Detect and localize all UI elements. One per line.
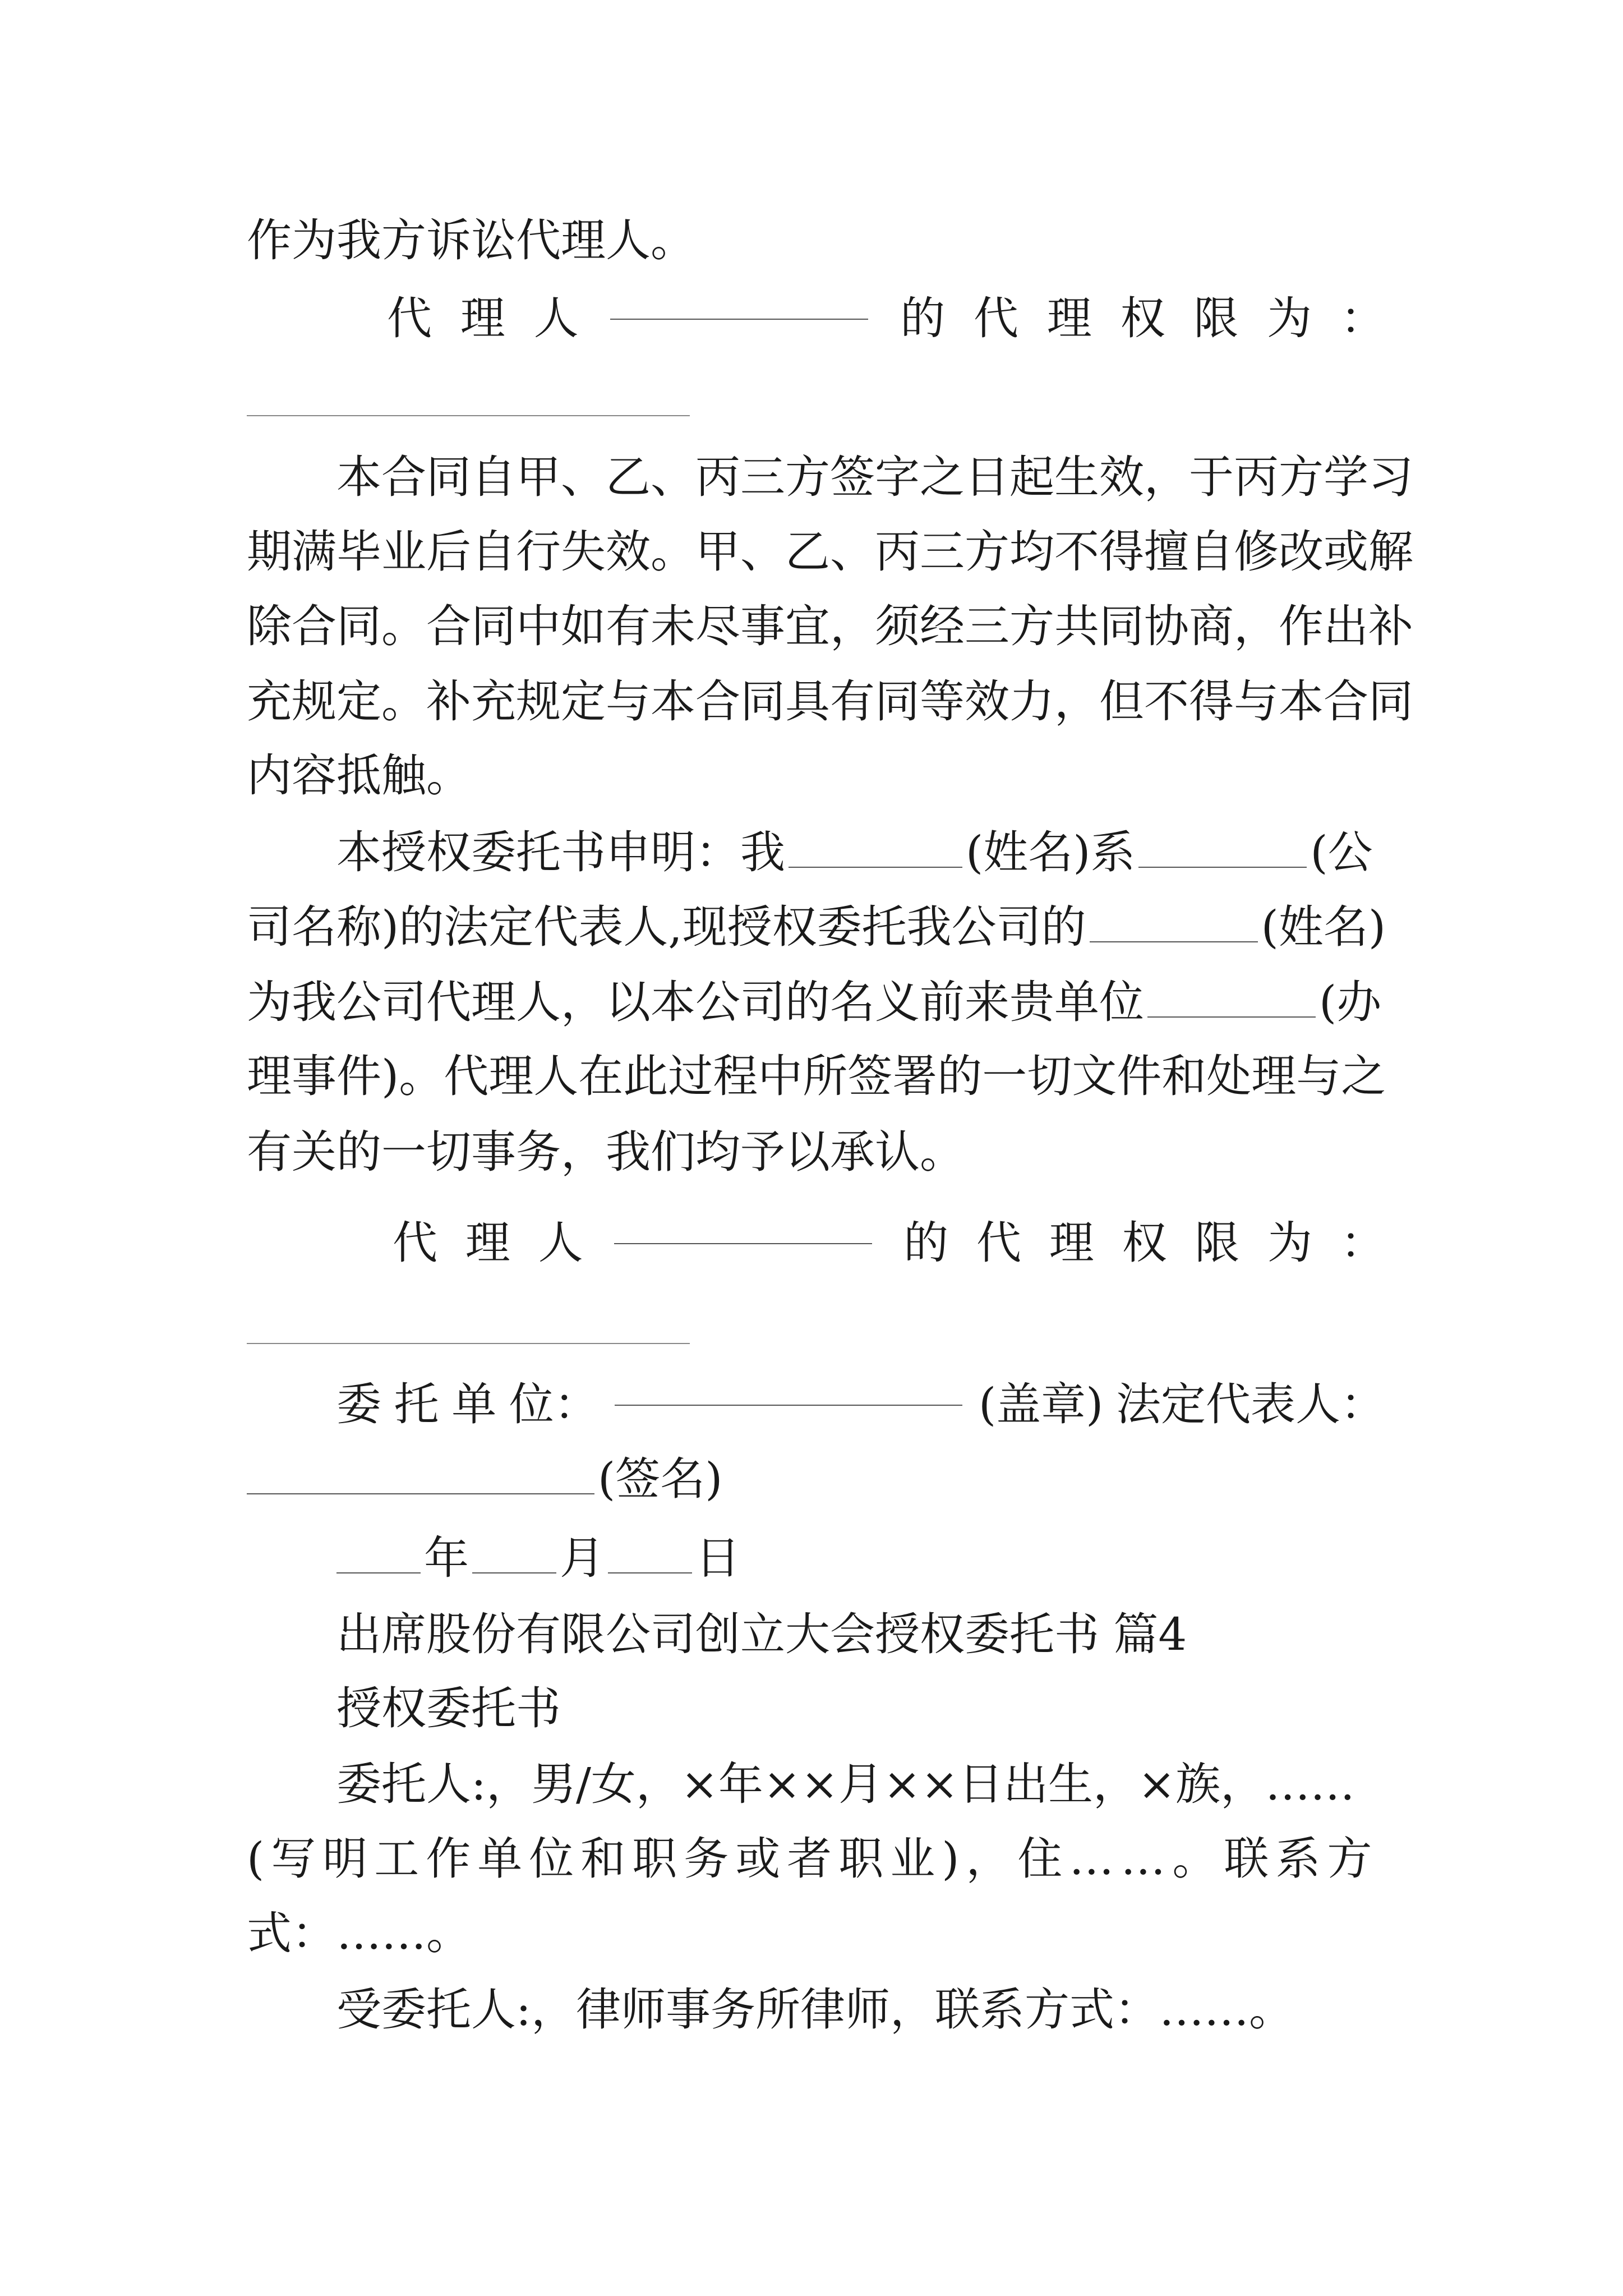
agent-authority-line: 代 理 人 的 代 理 权 限 为 ： [393, 1217, 1385, 1269]
paragraph-line: 作为我方诉讼代理人。 [247, 214, 695, 266]
paragraph-line: 为我公司代理人，以本公司的名义前来贵单位 (办 [247, 976, 1382, 1028]
company-blank [1138, 866, 1307, 868]
paragraph-line: 式：……。 [247, 1907, 471, 1959]
paragraph-line: 充规定。补充规定与本合同具有同等效力，但不得与本合同 [247, 675, 1413, 728]
paragraph-line: 除合同。合同中如有未尽事宜，须经三方共同协商，作出补 [247, 600, 1413, 652]
date-line: 年 月 日 [336, 1527, 1385, 1590]
day-blank [608, 1572, 692, 1573]
paragraph-line: 内容抵触。 [247, 749, 471, 802]
authority-blank-line [247, 415, 690, 416]
agent-name-blank [614, 1243, 872, 1244]
paragraph-line: 委托人:，男/女，×年××月××日出生，×族，…… [336, 1758, 1355, 1810]
year-blank [336, 1572, 421, 1573]
agent-name-blank [1090, 941, 1258, 942]
name-blank [789, 866, 962, 868]
company-seal-blank [615, 1404, 962, 1406]
signature-blank [247, 1493, 594, 1494]
paragraph-line: 本合同自甲、乙、丙三方签字之日起生效，于丙方学习 [336, 451, 1413, 503]
signature-line: (签名) [247, 1448, 1385, 1511]
paragraph-line: 期满毕业后自行失效。甲、乙、丙三方均不得擅自修改或解 [247, 526, 1413, 578]
agent-authority-line: 代 理 人 的 代 理 权 限 为 ： [387, 292, 1385, 344]
paragraph-line: (写明工作单位和职务或者职业)，住……。联系方 [247, 1833, 1379, 1885]
section-title: 授权委托书 [336, 1682, 561, 1734]
matter-blank [1147, 1016, 1316, 1018]
authority-blank-line [247, 1343, 690, 1344]
month-blank [472, 1572, 556, 1573]
agent-name-blank [610, 318, 868, 320]
paragraph-line: 司名称)的法定代表人,现授权委托我公司的 (姓名) [247, 901, 1386, 953]
signature-line: 委 托 单 位： (盖章) 法定代表人： [336, 1378, 1385, 1430]
paragraph-line: 有关的一切事务，我们均予以承认。 [247, 1126, 965, 1178]
paragraph-line: 受委托人:，律师事务所律师，联系方式：……。 [336, 1984, 1294, 2036]
paragraph-line: 本授权委托书申明：我 (姓名)系 (公 [336, 826, 1373, 878]
paragraph-line: 理事件)。代理人在此过程中所签署的一切文件和处理与之 [247, 1050, 1386, 1102]
section-heading: 出席股份有限公司创立大会授权委托书 篇4 [336, 1608, 1187, 1660]
